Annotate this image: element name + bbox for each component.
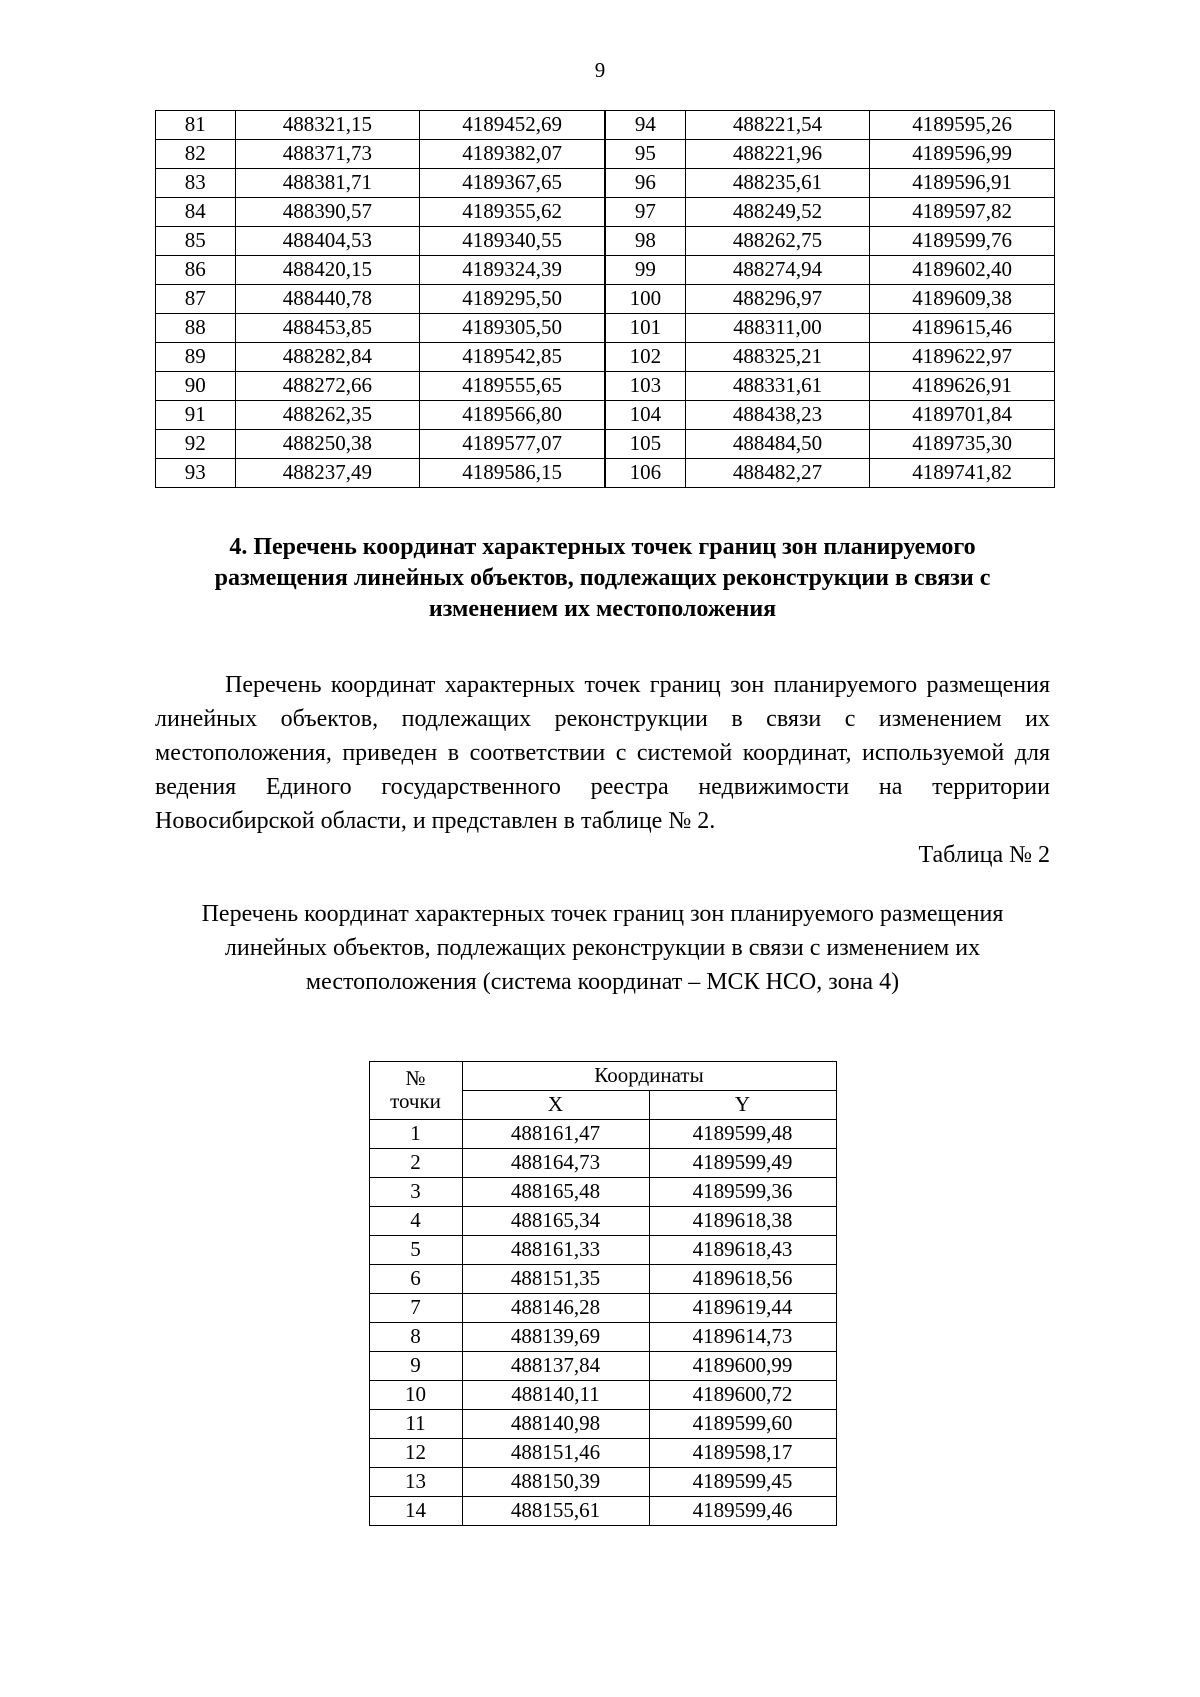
table-row — [156, 227, 605, 256]
table-body-left — [156, 111, 605, 488]
cell-x: 488150,39 — [462, 1468, 649, 1497]
cell-point-number: 7 — [369, 1294, 462, 1323]
cell-x: 488420,15 — [235, 256, 420, 285]
header-coordinates: Координаты — [462, 1062, 836, 1091]
cell-x: 488331,61 — [685, 372, 869, 401]
cell-x: 488165,34 — [462, 1207, 649, 1236]
cell-point-number: 6 — [369, 1265, 462, 1294]
cell-x: 488161,47 — [462, 1120, 649, 1149]
cell-x: 488440,78 — [235, 285, 420, 314]
cell-y: 4189382,07 — [420, 140, 605, 169]
table-row — [369, 1410, 836, 1439]
cell-x: 488311,00 — [685, 314, 869, 343]
cell-y: 4189600,72 — [649, 1381, 836, 1410]
cell-x: 488438,23 — [685, 401, 869, 430]
cell-point-number: 3 — [369, 1178, 462, 1207]
cell-point-number: 5 — [369, 1236, 462, 1265]
cell-y: 4189599,36 — [649, 1178, 836, 1207]
cell-point-number: 81 — [156, 111, 236, 140]
cell-point-number: 87 — [156, 285, 236, 314]
cell-x: 488272,66 — [235, 372, 420, 401]
cell-x: 488249,52 — [685, 198, 869, 227]
cell-x: 488221,54 — [685, 111, 869, 140]
cell-y: 4189566,80 — [420, 401, 605, 430]
table-row — [369, 1439, 836, 1468]
cell-y: 4189367,65 — [420, 169, 605, 198]
table-row — [606, 140, 1055, 169]
table-row — [606, 401, 1055, 430]
table-row — [606, 430, 1055, 459]
cell-point-number: 93 — [156, 459, 236, 488]
cell-point-number: 85 — [156, 227, 236, 256]
table-row — [369, 1236, 836, 1265]
cell-y: 4189595,26 — [870, 111, 1055, 140]
cell-x: 488139,69 — [462, 1323, 649, 1352]
cell-point-number: 103 — [606, 372, 686, 401]
table-row — [369, 1381, 836, 1410]
table-row — [156, 140, 605, 169]
cell-point-number: 83 — [156, 169, 236, 198]
cell-x: 488321,15 — [235, 111, 420, 140]
table-row — [369, 1178, 836, 1207]
cell-y: 4189602,40 — [870, 256, 1055, 285]
cell-point-number: 102 — [606, 343, 686, 372]
cell-x: 488237,49 — [235, 459, 420, 488]
table-row — [606, 111, 1055, 140]
cell-point-number: 94 — [606, 111, 686, 140]
cell-point-number: 10 — [369, 1381, 462, 1410]
section-paragraph: Перечень координат характерных точек границ зон планируемого размещения линейных объектов, подлежащих реконструкции в связи с изменением их местоположения, приведен в соответствии с системой координат, используемой для ведения Единого государственного реестра недвижимости на территории Новосибирской области, и представлен в таблице № 2. — [155, 671, 1050, 834]
cell-point-number: 101 — [606, 314, 686, 343]
table-row — [606, 459, 1055, 488]
cell-point-number: 100 — [606, 285, 686, 314]
cell-point-number: 2 — [369, 1149, 462, 1178]
cell-x: 488146,28 — [462, 1294, 649, 1323]
cell-point-number: 98 — [606, 227, 686, 256]
cell-y: 4189599,48 — [649, 1120, 836, 1149]
table-row — [606, 198, 1055, 227]
header-point-number-line1: № — [405, 1066, 426, 1091]
cell-x: 488381,71 — [235, 169, 420, 198]
cell-point-number: 95 — [606, 140, 686, 169]
cell-y: 4189340,55 — [420, 227, 605, 256]
table-row — [606, 256, 1055, 285]
cell-x: 488274,94 — [685, 256, 869, 285]
cell-point-number: 8 — [369, 1323, 462, 1352]
header-y: Y — [649, 1091, 836, 1120]
cell-y: 4189622,97 — [870, 343, 1055, 372]
cell-y: 4189614,73 — [649, 1323, 836, 1352]
cell-x: 488137,84 — [462, 1352, 649, 1381]
coordinate-table-bottom — [369, 1061, 837, 1526]
cell-y: 4189295,50 — [420, 285, 605, 314]
cell-x: 488484,50 — [685, 430, 869, 459]
cell-point-number: 11 — [369, 1410, 462, 1439]
cell-x: 488296,97 — [685, 285, 869, 314]
cell-y: 4189626,91 — [870, 372, 1055, 401]
cell-point-number: 9 — [369, 1352, 462, 1381]
table-row — [369, 1323, 836, 1352]
cell-point-number: 14 — [369, 1497, 462, 1526]
cell-x: 488262,75 — [685, 227, 869, 256]
cell-y: 4189701,84 — [870, 401, 1055, 430]
coordinate-table-right — [605, 110, 1055, 488]
coordinate-table-left — [155, 110, 605, 488]
cell-point-number: 105 — [606, 430, 686, 459]
cell-y: 4189452,69 — [420, 111, 605, 140]
cell-point-number: 84 — [156, 198, 236, 227]
table-row — [156, 430, 605, 459]
cell-y: 4189355,62 — [420, 198, 605, 227]
table-row — [156, 111, 605, 140]
cell-point-number: 92 — [156, 430, 236, 459]
cell-y: 4189741,82 — [870, 459, 1055, 488]
header-point-number — [369, 1062, 462, 1120]
table-row — [156, 401, 605, 430]
cell-x: 488390,57 — [235, 198, 420, 227]
cell-point-number: 89 — [156, 343, 236, 372]
table-head-bottom — [369, 1062, 836, 1120]
table-header-row-1 — [369, 1062, 836, 1091]
cell-x: 488151,35 — [462, 1265, 649, 1294]
cell-y: 4189596,91 — [870, 169, 1055, 198]
cell-y: 4189586,15 — [420, 459, 605, 488]
table-row — [369, 1149, 836, 1178]
cell-x: 488164,73 — [462, 1149, 649, 1178]
cell-x: 488262,35 — [235, 401, 420, 430]
table-row — [156, 285, 605, 314]
header-point-number-line2: точки — [390, 1088, 441, 1113]
cell-x: 488221,96 — [685, 140, 869, 169]
cell-x: 488161,33 — [462, 1236, 649, 1265]
cell-y: 4189599,49 — [649, 1149, 836, 1178]
cell-point-number: 91 — [156, 401, 236, 430]
cell-x: 488250,38 — [235, 430, 420, 459]
table-body-bottom — [369, 1120, 836, 1526]
cell-x: 488482,27 — [685, 459, 869, 488]
table-row — [606, 169, 1055, 198]
cell-y: 4189609,38 — [870, 285, 1055, 314]
table-row — [156, 256, 605, 285]
cell-x: 488151,46 — [462, 1439, 649, 1468]
cell-point-number: 97 — [606, 198, 686, 227]
cell-point-number: 88 — [156, 314, 236, 343]
page-content — [155, 110, 1050, 1526]
cell-y: 4189597,82 — [870, 198, 1055, 227]
cell-x: 488404,53 — [235, 227, 420, 256]
cell-y: 4189599,76 — [870, 227, 1055, 256]
cell-x: 488235,61 — [685, 169, 869, 198]
table-row — [156, 343, 605, 372]
cell-point-number: 104 — [606, 401, 686, 430]
page-number: 9 — [594, 58, 606, 82]
table-row — [606, 227, 1055, 256]
table-row — [369, 1497, 836, 1526]
cell-point-number: 1 — [369, 1120, 462, 1149]
cell-point-number: 13 — [369, 1468, 462, 1497]
bottom-table-wrapper — [155, 1061, 1050, 1526]
header-x: X — [462, 1091, 649, 1120]
cell-y: 4189305,50 — [420, 314, 605, 343]
cell-x: 488140,11 — [462, 1381, 649, 1410]
table-body-right — [606, 111, 1055, 488]
table-row — [156, 198, 605, 227]
cell-point-number: 106 — [606, 459, 686, 488]
cell-x: 488165,48 — [462, 1178, 649, 1207]
cell-y: 4189599,46 — [649, 1497, 836, 1526]
cell-y: 4189324,39 — [420, 256, 605, 285]
top-coordinate-tables — [155, 110, 1055, 488]
cell-y: 4189618,38 — [649, 1207, 836, 1236]
cell-x: 488282,84 — [235, 343, 420, 372]
table-row — [369, 1120, 836, 1149]
table-label: Таблица № 2 — [918, 841, 1050, 868]
table-row — [156, 314, 605, 343]
cell-y: 4189577,07 — [420, 430, 605, 459]
cell-y: 4189599,45 — [649, 1468, 836, 1497]
table-caption: Перечень координат характерных точек границ зон планируемого размещения линейных объектов, подлежащих реконструкции в связи с изменением их местоположения (система координат – МСК НСО, зона 4) — [201, 900, 1004, 996]
cell-point-number: 82 — [156, 140, 236, 169]
table-row — [606, 314, 1055, 343]
cell-y: 4189618,43 — [649, 1236, 836, 1265]
cell-y: 4189615,46 — [870, 314, 1055, 343]
table-row — [369, 1468, 836, 1497]
cell-y: 4189619,44 — [649, 1294, 836, 1323]
table-row — [369, 1265, 836, 1294]
table-row — [156, 459, 605, 488]
section-heading: 4. Перечень координат характерных точек границ зон планируемого размещения линейных объектов, подлежащих реконструкции в связи с изменением их местоположения — [214, 534, 991, 623]
table-row — [606, 372, 1055, 401]
cell-y: 4189596,99 — [870, 140, 1055, 169]
cell-x: 488325,21 — [685, 343, 869, 372]
table-row — [156, 169, 605, 198]
table-row — [156, 372, 605, 401]
cell-point-number: 4 — [369, 1207, 462, 1236]
cell-point-number: 86 — [156, 256, 236, 285]
table-row — [606, 343, 1055, 372]
cell-y: 4189618,56 — [649, 1265, 836, 1294]
cell-y: 4189555,65 — [420, 372, 605, 401]
cell-point-number: 90 — [156, 372, 236, 401]
table-row — [606, 285, 1055, 314]
cell-y: 4189599,60 — [649, 1410, 836, 1439]
cell-x: 488371,73 — [235, 140, 420, 169]
cell-point-number: 99 — [606, 256, 686, 285]
cell-point-number: 96 — [606, 169, 686, 198]
cell-y: 4189542,85 — [420, 343, 605, 372]
cell-x: 488453,85 — [235, 314, 420, 343]
table-row — [369, 1207, 836, 1236]
cell-y: 4189600,99 — [649, 1352, 836, 1381]
cell-point-number: 12 — [369, 1439, 462, 1468]
cell-x: 488140,98 — [462, 1410, 649, 1439]
cell-y: 4189598,17 — [649, 1439, 836, 1468]
table-row — [369, 1352, 836, 1381]
cell-y: 4189735,30 — [870, 430, 1055, 459]
table-row — [369, 1294, 836, 1323]
cell-x: 488155,61 — [462, 1497, 649, 1526]
